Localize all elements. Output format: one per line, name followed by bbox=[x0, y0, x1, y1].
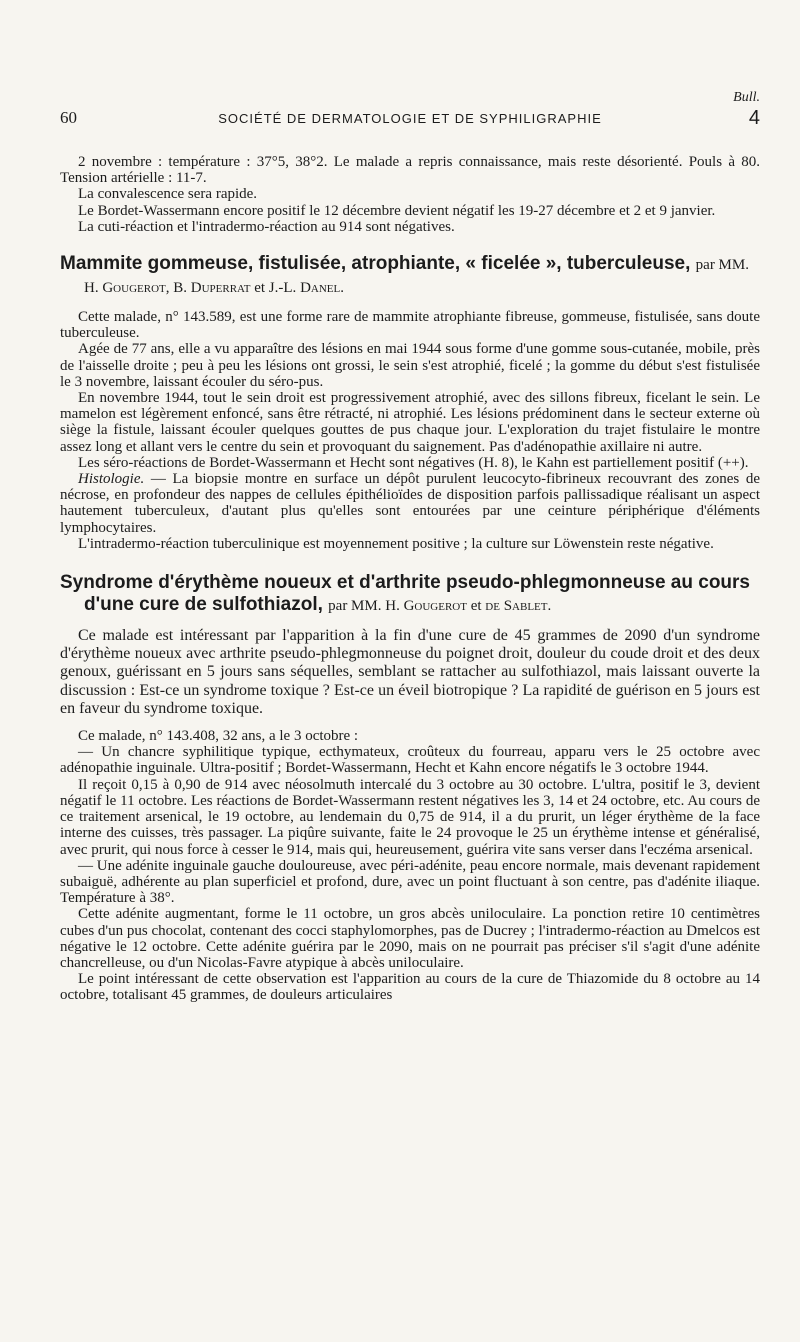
paragraph: — Une adénite inguinale gauche douloureuse, avec péri-adénite, peau encore normale, mais devenant rapidement subaiguë, adhérente au plan superficiel et profond, dure, avec un point fluctuant à son centre, pas d'adénite iliaque. Température à 38°. bbox=[60, 857, 760, 907]
byline-end: . bbox=[547, 598, 552, 615]
paragraph: Cette adénite augmentant, forme le 11 octobre, un gros abcès uniloculaire. La ponction retire 10 centimètres cubes d'un pus chocolat, contenant des cocci staphylomorphes, pas de Ducrey ; l'intradermo-réaction au Dmelcos est négative le 12 octobre. Cette adénite guérira par le 2090, mais on ne pourrait pas préciser s'il s'agit d'une adénite chancrelleuse, ou d'un Nicolas-Favre atypique à abcès uniloculaire. bbox=[60, 906, 760, 971]
article-title bbox=[60, 572, 760, 617]
paragraph: Le Bordet-Wassermann encore positif le 12 décembre devient négatif les 19-27 décembre et 2 et 9 janvier. bbox=[78, 202, 716, 219]
paragraph: Le point intéressant de cette observation est l'apparition au cours de la cure de Thiazomide du 8 octobre au 14 octobre, totalisant 45 grammes, de douleurs articulaires bbox=[60, 971, 760, 1004]
paragraph: La cuti-réaction et l'intradermo-réaction au 914 sont négatives. bbox=[78, 218, 455, 235]
article-title bbox=[60, 253, 760, 299]
spacer bbox=[60, 718, 760, 728]
byline-prefix: par MM. H. bbox=[84, 257, 749, 297]
paragraph: L'intradermo-réaction tuberculinique est moyennement positive ; la culture sur Löwenstein reste négative. bbox=[78, 535, 714, 552]
article-body bbox=[60, 154, 760, 1004]
byline-sep: et J.-L. bbox=[250, 280, 297, 297]
paragraph: Il reçoit 0,15 à 0,90 de 914 avec néosolmuth intercalé du 3 octobre au 30 octobre. L'ultra, positif le 3, devient négatif le 11 octobre. Les réactions de Bordet-Wassermann restent négatives les 3, 14 et 24 octobre, etc. Au cours de ce traitement arsenical, le 19 octobre, au lendemain du 0,75 de 914, il a du prurit, un léger érythème de la face interne des cuisses, très passager. La piqûre suivante, faite le 24 provoque le 25 un érythème intense et généralisé, avec prurit, qui nous force à cesser le 914, mais qui, heureusement, guérira vite sans verser dans l'eczéma arsenical. bbox=[60, 776, 760, 858]
author-name: Danel bbox=[300, 280, 341, 297]
byline bbox=[328, 598, 551, 614]
paragraph: Agée de 77 ans, elle a vu apparaître des lésions en mai 1944 sous forme d'une gomme sous-cutanée, mobile, près de l'aisselle droite ; peu à peu les lésions ont grossi, le sein s'est atrophié, ficelé ; la gomme du début s'est fistulisée le 3 novembre, laissant écouler du séro-pus. bbox=[60, 341, 760, 390]
paragraph: En novembre 1944, tout le sein droit est progressivement atrophié, avec des sillons fibreux, ficelant le sein. Le mamelon est légèrement enfoncé, sans être rétracté, ni atrophié. Les lésions prédominent dans le secteur externe où siège la fistule, laissant écouler quelques gouttes de pus chaque jour. L'exploration du trajet fistulaire le montre assez long et allant vers le centre du sein et provoquant du saignement. Pas d'adénopathie axillaire ni autre. bbox=[60, 390, 760, 455]
article-title-text: Syndrome d'érythème noueux et d'arthrite pseudo-phlegmonneuse au cours d'une cure de sulfothiazol, bbox=[60, 572, 750, 616]
author-name: Gougerot bbox=[403, 598, 467, 615]
histology-label: Histologie. bbox=[78, 471, 145, 488]
paragraph: Cette malade, n° 143.589, est une forme rare de mammite atrophiante fibreuse, gommeuse, fistulisée, sans doute tuberculeuse. bbox=[60, 309, 760, 342]
paragraph-histology bbox=[60, 471, 760, 536]
paragraph: Les séro-réactions de Bordet-Wassermann et Hecht sont négatives (H. 8), le Kahn est partiellement positif (++). bbox=[78, 454, 749, 471]
running-head bbox=[60, 108, 760, 132]
article-title-text: Mammite gommeuse, fistulisée, atrophiante, « ficelée », tuberculeuse, bbox=[60, 253, 691, 275]
journal-title: SOCIÉTÉ DE DERMATOLOGIE ET DE SYPHILIGRAPHIE bbox=[218, 111, 602, 126]
paragraph: Ce malade, n° 143.408, 32 ans, a le 3 octobre : bbox=[78, 728, 359, 745]
bull-stamp: Bull. bbox=[733, 90, 760, 105]
byline-sep: , B. bbox=[165, 280, 187, 297]
paragraph: La convalescence sera rapide. bbox=[78, 186, 258, 203]
byline-end: . bbox=[340, 280, 344, 297]
paragraph: — Un chancre syphilitique typique, ecthymateux, croûteux du fourreau, apparu vers le 25 octobre avec adénopathie inguinale. Ultra-positif ; Bordet-Wassermann, Hecht et Kahn encore négatifs le 3 octobre 1944. bbox=[60, 744, 760, 777]
volume-number: 4 bbox=[748, 107, 760, 129]
histology-text: — La biopsie montre en surface un dépôt purulent leucocyto-fibrineux recouvrant des zones de nécrose, en profondeur des nappes de cellules épithélioïdes de disposition parfois pallissadique réalisant un aspect hautement tuberculeux, d'autant plus qu'elles sont entourées par une ceinture périphérique d'éléments lymphocytaires. bbox=[60, 471, 760, 536]
author-name: de Sablet bbox=[485, 598, 548, 615]
paragraph: 2 novembre : température : 37°5, 38°2. Le malade a repris connaissance, mais reste désorienté. Pouls à 80. Tension artérielle : 11-7. bbox=[60, 154, 760, 187]
byline-prefix: par MM. H. bbox=[328, 598, 400, 615]
summary-paragraph: Ce malade est intéressant par l'apparition à la fin d'une cure de 45 grammes de 2090 d'un syndrome d'érythème noueux avec arthrite pseudo-phlegmonneuse du poignet droit, douleur du coude droit et des deux genoux, guérissant en 5 jours sans séquelles, semblant se rattacher au sulfothiazol, mais laissant ouverte la discussion : Est-ce un syndrome toxique ? Est-ce un éveil biotropique ? La rapidité de guérison en 5 jours est en faveur du syndrome toxique. bbox=[60, 627, 760, 717]
author-name: Gougerot bbox=[102, 280, 166, 297]
summary-block bbox=[60, 627, 760, 718]
page-number: 60 bbox=[60, 108, 77, 127]
author-name: Duperrat bbox=[190, 280, 251, 297]
byline-sep: et bbox=[466, 598, 482, 615]
